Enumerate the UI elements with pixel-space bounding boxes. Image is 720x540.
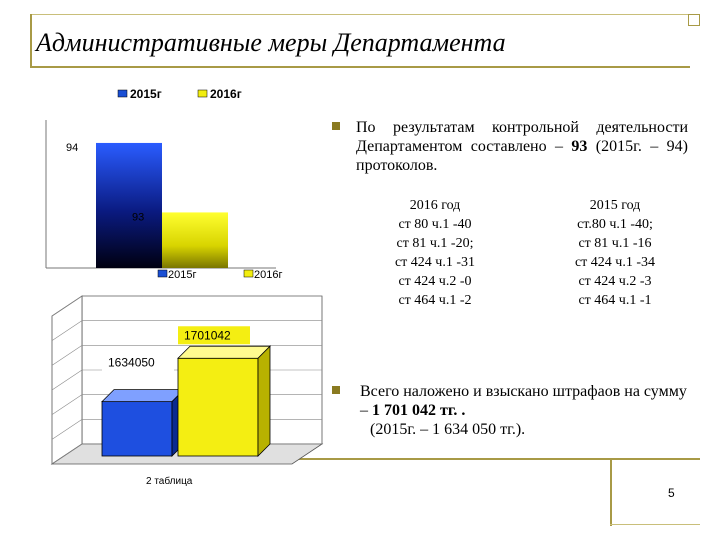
- frame-corner-box: [688, 14, 700, 26]
- bottom-legend-swatch-2015: [158, 270, 167, 277]
- bar-value-label: 93: [132, 211, 145, 224]
- legend-label-2016: 2016г: [210, 87, 242, 101]
- frame-line-top: [30, 14, 690, 15]
- fines-text-post: (2015г. – 1 634 050 тг.).: [370, 421, 526, 438]
- bar-2015: [102, 402, 172, 456]
- article-line: ст 464 ч.1 -1: [578, 293, 652, 308]
- column-heading-2016: 2016 год: [409, 198, 461, 213]
- article-line: ст 424 ч.2 -0: [398, 274, 472, 289]
- article-line: ст.80 ч.1 -40;: [577, 217, 653, 232]
- bullet-square-icon: [332, 122, 340, 130]
- protocols-bar-chart: [40, 80, 300, 290]
- bottom-legend-label-2016: 2016г: [254, 269, 283, 281]
- bar-side-face: [258, 346, 270, 456]
- article-line: ст 81 ч.1 -16: [578, 236, 652, 251]
- page-number: 5: [668, 486, 675, 500]
- bar-2016г: [162, 212, 228, 268]
- bar-value-label: 94: [66, 141, 79, 154]
- protocols-count-2016: 93: [571, 138, 588, 155]
- article-line: ст 81 ч.1 -20;: [396, 236, 474, 251]
- column-heading-2015: 2015 год: [589, 198, 641, 213]
- protocols-paragraph: [336, 118, 688, 175]
- fines-text-pre: Всего наложено и взыскано штрафаов на сумму –: [360, 383, 687, 419]
- article-line: ст 464 ч.1 -2: [398, 293, 472, 308]
- fines-amount-2016: 1 701 042 тг. .: [372, 402, 466, 419]
- article-line: ст 80 ч.1 -40: [398, 217, 472, 232]
- article-line: ст 424 ч.1 -34: [574, 255, 656, 270]
- bar-top-face: [178, 346, 270, 358]
- legend-swatch-2015: [118, 90, 127, 97]
- bottom-legend-label-2015: 2015г: [168, 269, 197, 281]
- frame-line-title-underline: [30, 66, 690, 68]
- article-line: ст 424 ч.2 -3: [578, 274, 652, 289]
- bar-2015г: [96, 143, 162, 268]
- page-title: Административные меры Департамента: [36, 28, 506, 57]
- article-line: ст 424 ч.1 -31: [394, 255, 476, 270]
- legend-label-2015: 2015г: [130, 87, 162, 101]
- articles-column-2016: [360, 196, 510, 310]
- bar-value-label: 1701042: [184, 328, 231, 343]
- protocols-text-pre: По результатам контрольной деятельности Департаментом составлено –: [356, 119, 688, 155]
- bar-2016: [178, 358, 258, 456]
- bar-value-label: 1634050: [108, 355, 155, 370]
- bar-top-face: [102, 390, 184, 402]
- bullet-protocols: [336, 118, 688, 175]
- bullet-square-icon: [332, 386, 340, 394]
- fines-3d-bar-chart: [46, 292, 336, 488]
- legend-swatch-2016: [198, 90, 207, 97]
- bottom-legend-swatch-2016: [244, 270, 253, 277]
- chart-caption: 2 таблица: [146, 476, 193, 487]
- protocols-text-post: (2015г. – 94) протоколов.: [356, 138, 688, 174]
- frame-line-bottom-right: [610, 524, 700, 525]
- frame-line-left: [30, 14, 32, 66]
- frame-line-bottom-vertical: [610, 458, 612, 526]
- articles-column-2015: [540, 196, 690, 310]
- fines-paragraph: [336, 382, 688, 439]
- bullet-fines: [336, 382, 688, 439]
